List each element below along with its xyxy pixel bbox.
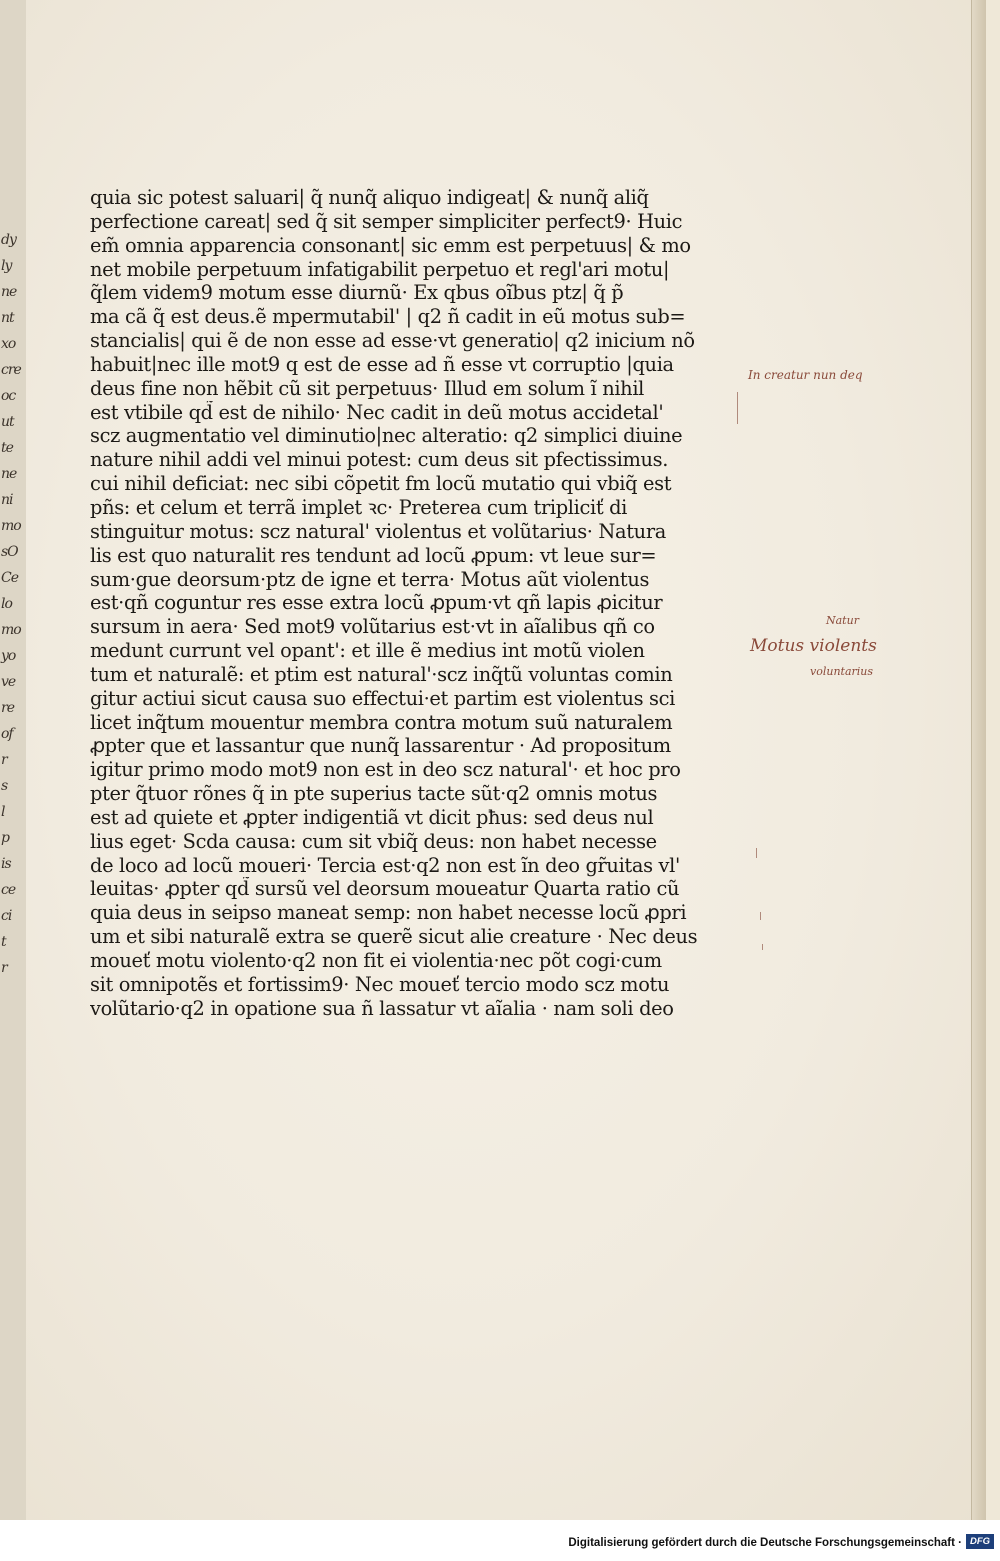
marginal-note-1: In creatur nun deq bbox=[748, 368, 863, 382]
text-line: est·qñ coguntur res esse extra locũ ꝓpum·vt qñ lapis ꝓicitur bbox=[90, 591, 663, 615]
left-page-fragment: ve bbox=[1, 674, 16, 690]
left-page-fragment: l bbox=[1, 804, 5, 820]
text-line: habuit|nec ille mot9 q est de esse ad ñ esse vt corruptio |quia bbox=[90, 352, 674, 376]
marginal-tick bbox=[760, 912, 761, 920]
text-line: sursum in aera· Sed mot9 volũtarius est·vt in aĩalibus qñ co bbox=[90, 615, 655, 639]
text-line: sit omnipotẽs et fortissim9· Nec moueť tercio modo scz motu bbox=[90, 972, 670, 996]
left-page-fragment: re bbox=[1, 700, 14, 716]
main-text-block bbox=[90, 186, 722, 1021]
left-page-fragment: xo bbox=[1, 336, 16, 352]
left-page-fragment: Ce bbox=[1, 570, 18, 586]
left-page-fragment: cre bbox=[1, 362, 21, 378]
text-line: um et sibi naturalẽ extra se querẽ sicut alie creature · Nec deus bbox=[90, 925, 698, 949]
text-line: stinguitur motus: scz natural' violentus et volũtarius· Natura bbox=[90, 519, 666, 543]
funding-credit: Digitalisierung gefördert durch die Deutsche Forschungsgemeinschaft · bbox=[568, 1537, 962, 1549]
left-page-fragment: lo bbox=[1, 596, 12, 612]
page-fold-edge bbox=[971, 0, 986, 1520]
text-line: moueť motu violento·q2 non fit ei violentia·nec põt cogi·cum bbox=[90, 949, 662, 972]
text-line: q̃lem videm9 motum esse diurnũ· Ex qbus oĩbus ptz| q̃ p̃ bbox=[90, 281, 624, 305]
left-page-fragment: of bbox=[1, 726, 13, 742]
text-line: gitur actiui sicut causa suo effectui·et partim est violentus sci bbox=[90, 686, 675, 710]
left-page-fragment: s bbox=[1, 778, 8, 794]
text-line: perfectione careat| sed q̃ sit semper simpliciter perfect9· Huic bbox=[90, 209, 683, 233]
text-line: leuitas· ꝓpter qd̃ sursũ vel deorsum moueatur Quarta ratio cũ bbox=[90, 877, 680, 901]
left-page-fragment: p bbox=[1, 830, 9, 846]
text-line: quia deus in seipso maneat semp: non habet necesse locũ ꝓpri bbox=[90, 901, 687, 925]
text-line: stancialis| qui ẽ de non esse ad esse·vt generatio| q2 inicium nõ bbox=[90, 329, 695, 353]
previous-page-edge bbox=[0, 0, 27, 1520]
left-page-fragment: ly bbox=[1, 258, 12, 274]
left-page-fragment: r bbox=[1, 752, 7, 768]
text-line: pñs: et celum et terrã implet ꝛc· Preterea cum tripliciť di bbox=[90, 495, 628, 519]
left-page-fragment: yo bbox=[1, 648, 16, 664]
marginal-note-2c: voluntarius bbox=[810, 665, 874, 678]
text-line: igitur primo modo mot9 non est in deo scz natural'· et hoc pro bbox=[90, 758, 681, 782]
text-line: em̃ omnia apparencia consonant| sic emm est perpetuus| & mo bbox=[90, 233, 691, 257]
left-page-fragment: is bbox=[1, 856, 11, 872]
left-page-fragment: ci bbox=[1, 908, 12, 924]
left-page-fragment: nt bbox=[1, 310, 14, 326]
left-page-fragment: oc bbox=[1, 388, 16, 404]
text-line: tum et naturalẽ: et ptim est natural'·scz inq̃tũ voluntas comin bbox=[90, 662, 673, 686]
text-line: de loco ad locũ moueri· Tercia est·q2 non est ĩn deo gr̃uitas vl' bbox=[90, 853, 680, 877]
text-line: lis est quo naturalit res tendunt ad locũ ꝓpum: vt leue sur= bbox=[90, 543, 657, 567]
text-line: sum·gue deorsum·ptz de igne et terra· Motus aũt violentus bbox=[90, 567, 650, 591]
left-page-fragment: ut bbox=[1, 414, 14, 430]
marginal-tick bbox=[756, 848, 757, 858]
left-page-fragment: ne bbox=[1, 284, 17, 300]
text-line: est ad quiete et ꝓpter indigentiã vt dicit pħus: sed deus nul bbox=[90, 805, 654, 829]
text-line: scz augmentatio vel diminutio|nec alteratio: q2 simplici diuine bbox=[90, 424, 683, 448]
marginal-tick bbox=[737, 392, 738, 424]
text-line: deus fine non hẽbit cũ sit perpetuus· Illud em solum ĩ nihil bbox=[90, 376, 645, 400]
text-line: quia sic potest saluari| q̃ nunq̃ aliquo indigeat| & nunq̃ aliq̃ bbox=[90, 186, 649, 209]
text-line: medunt currunt vel opant': et ille ẽ medius int motũ violen bbox=[90, 639, 645, 663]
left-page-fragment: ni bbox=[1, 492, 13, 508]
left-page-fragment: ce bbox=[1, 882, 16, 898]
left-page-fragment: te bbox=[1, 440, 13, 456]
text-line: cui nihil deficiat: nec sibi cõpetit fm locũ mutatio qui vbiq̃ est bbox=[90, 472, 672, 496]
text-line: lius eget· Scda causa: cum sit vbiq̃ deus: non habet necesse bbox=[90, 829, 657, 853]
left-page-fragment: t bbox=[1, 934, 6, 950]
left-page-fragment: sO bbox=[1, 544, 18, 560]
marginal-note-2b: Motus violents bbox=[750, 636, 877, 656]
left-page-fragment: mo bbox=[1, 518, 21, 534]
text-line: ma cã q̃ est deus.ẽ mpermutabil' | q2 ñ cadit in eũ motus sub= bbox=[90, 305, 686, 329]
marginal-note-2a: Natur bbox=[826, 614, 859, 627]
text-line: pter q̃tuor rõnes q̃ in pte superius tacte sũt·q2 omnis motus bbox=[90, 782, 658, 806]
left-page-fragment: ne bbox=[1, 466, 17, 482]
left-page-fragment: r bbox=[1, 960, 7, 976]
left-page-fragment: dy bbox=[1, 232, 16, 248]
text-line: volũtario·q2 in opatione sua ñ lassatur vt aĩalia · nam soli deo bbox=[90, 996, 674, 1020]
text-line: ꝓpter que et lassantur que nunq̃ lassarentur · Ad propositum bbox=[90, 734, 671, 758]
text-line: net mobile perpetuum infatigabilit perpetuo et regl'ari motu| bbox=[90, 257, 670, 281]
left-page-fragment: mo bbox=[1, 622, 21, 638]
marginal-tick bbox=[762, 944, 763, 950]
text-line: nature nihil addi vel minui potest: cum deus sit pfectissimus. bbox=[90, 448, 669, 472]
text-line: est vtibile qd̃ est de nihilo· Nec cadit in deũ motus accidetal' bbox=[90, 400, 664, 424]
text-line: licet inq̃tum mouentur membra contra motum suũ naturalem bbox=[90, 710, 673, 734]
dfg-logo: DFG bbox=[966, 1534, 994, 1549]
